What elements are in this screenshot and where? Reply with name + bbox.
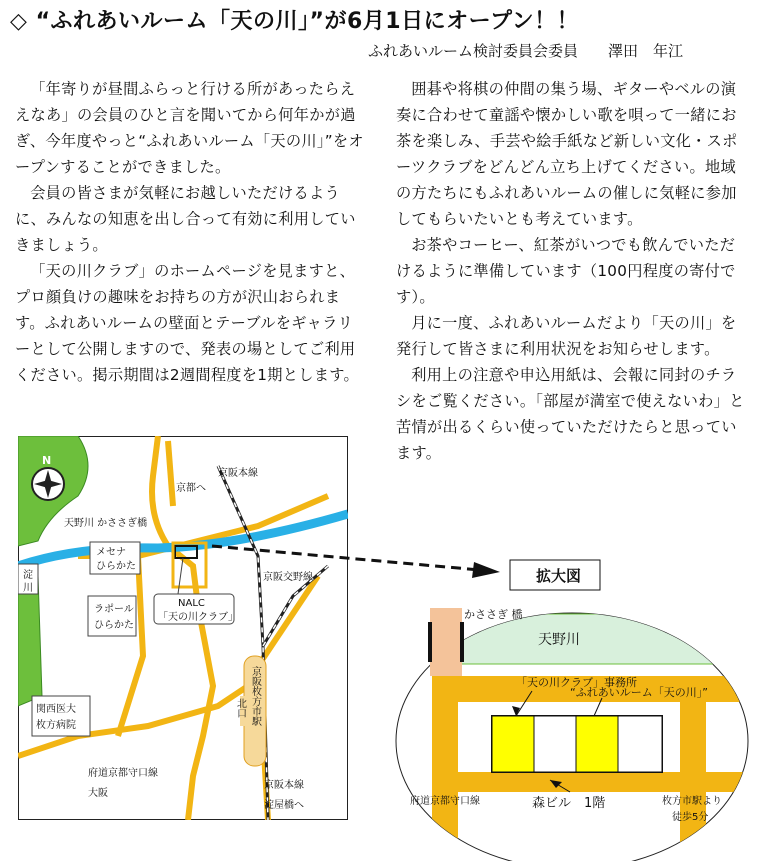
enlarged-map-label: 拡大図 (536, 567, 582, 585)
enlarged-map (392, 556, 756, 861)
hospital-label: 枚方病院 (36, 720, 76, 731)
fureai-room (576, 716, 618, 772)
mesena-label: メセナ (96, 547, 126, 558)
paragraph: お茶やコーヒー、紅茶がいつでも飲んでいただけるように準備しています（100円程度の寄付です）。 (396, 236, 736, 306)
paragraph: 「天の川クラブ」のホームページを見ますと、プロ顔負けの趣味をお持ちの方が沢山おられます。ふれあいルームの壁面とテーブルをギャラリーとして公開しますので、発表の場としてご利用ください。掲示期間は2週間程度を1期とします。 (15, 262, 359, 384)
paragraph: 利用上の注意や申込用紙は、会報に同封のチラシをご覧ください。「部屋が満室で使えないわ」と苦情が出るくらい使っていただけたらと思っています。 (396, 366, 745, 462)
article-right-column (396, 76, 748, 466)
inset-bridge (430, 608, 462, 676)
yodogawa-label: 淀 (23, 570, 33, 581)
river-bridge-label: 天野川 かささぎ橋 (64, 518, 148, 529)
laport-label: ラポール (94, 604, 134, 615)
yodogawa-bank (18, 576, 42, 706)
yodoyabashi-label: 淀屋橋へ (264, 800, 304, 811)
katano-line-label: 京阪交野線 (263, 572, 313, 583)
laport-label: ひらかた (94, 620, 134, 631)
paragraph: 「年寄りが昼間ふらっと行ける所があったらええなあ」の会員のひと言を聞いてから何年かが過ぎ、今年度やっと“ふれあいルーム「天の川」”をオープンすることができました。 (15, 80, 364, 176)
nalc-label: 「天の川クラブ」 (158, 612, 238, 623)
yodogawa-label: 川 (23, 583, 33, 594)
paragraph: 会員の皆さまが気軽にお越しいただけるように、みんなの知恵を出し合って有効に利用していきましょう。 (15, 184, 356, 254)
keihan-line-label: 京阪本線 (218, 468, 258, 479)
inset-river-label: 天野川 (538, 632, 580, 648)
route-label: 府道京都守口線 (410, 796, 480, 807)
inset-main-road (432, 676, 458, 861)
keihan-line-label: 京阪本線 (264, 780, 304, 791)
office-room (492, 716, 534, 772)
area-map (18, 436, 348, 820)
station-label: 京阪枚方市駅 (249, 666, 261, 726)
article-left-column (15, 76, 367, 388)
paragraph: 月に一度、ふれあいルームだより「天の川」を発行して皆さまに利用状況をお知らせします。 (396, 314, 737, 358)
hospital-label: 関西医大 (36, 704, 76, 715)
mesena-label: ひらかた (96, 561, 136, 572)
station-label: 枚方市駅より (662, 796, 722, 807)
north-label: N (42, 454, 52, 467)
nalc-label: NALC (178, 598, 205, 609)
office-label: 「天の川クラブ」事務所 (516, 676, 637, 689)
route-label: 府道京都守口線 (88, 768, 158, 779)
article-title: ◇ “ふれあいルーム「天の川」”が6月1日にオープン！！ (10, 9, 580, 34)
kyoto-label: 京都へ (176, 483, 206, 494)
walk-label: 徒歩5分 (672, 812, 709, 823)
osaka-label: 大阪 (88, 788, 108, 799)
building-label: 森ビル 1階 (532, 796, 606, 811)
room-label: “ふれあいルーム「天の川」” (570, 686, 708, 699)
compass-icon (32, 468, 64, 500)
north-exit-label: 北口 (234, 698, 246, 718)
paragraph: 囲碁や将棋の仲間の集う場、ギターやベルの演奏に合わせて童謡や懐かしい歌を唄って一緒にお茶を楽しみ、手芸や絵手紙など新しい文化・スポーツクラブをどんどん立ち上げてください。地域の方たちにもふれあいルームの催しに気軽に参加してもらいたいとも考えています。 (396, 80, 738, 228)
author-byline: ふれあいルーム検討委員会委員 澤田 年江 (368, 42, 684, 60)
inset-bridge-label: かささぎ 橋 (464, 608, 523, 621)
